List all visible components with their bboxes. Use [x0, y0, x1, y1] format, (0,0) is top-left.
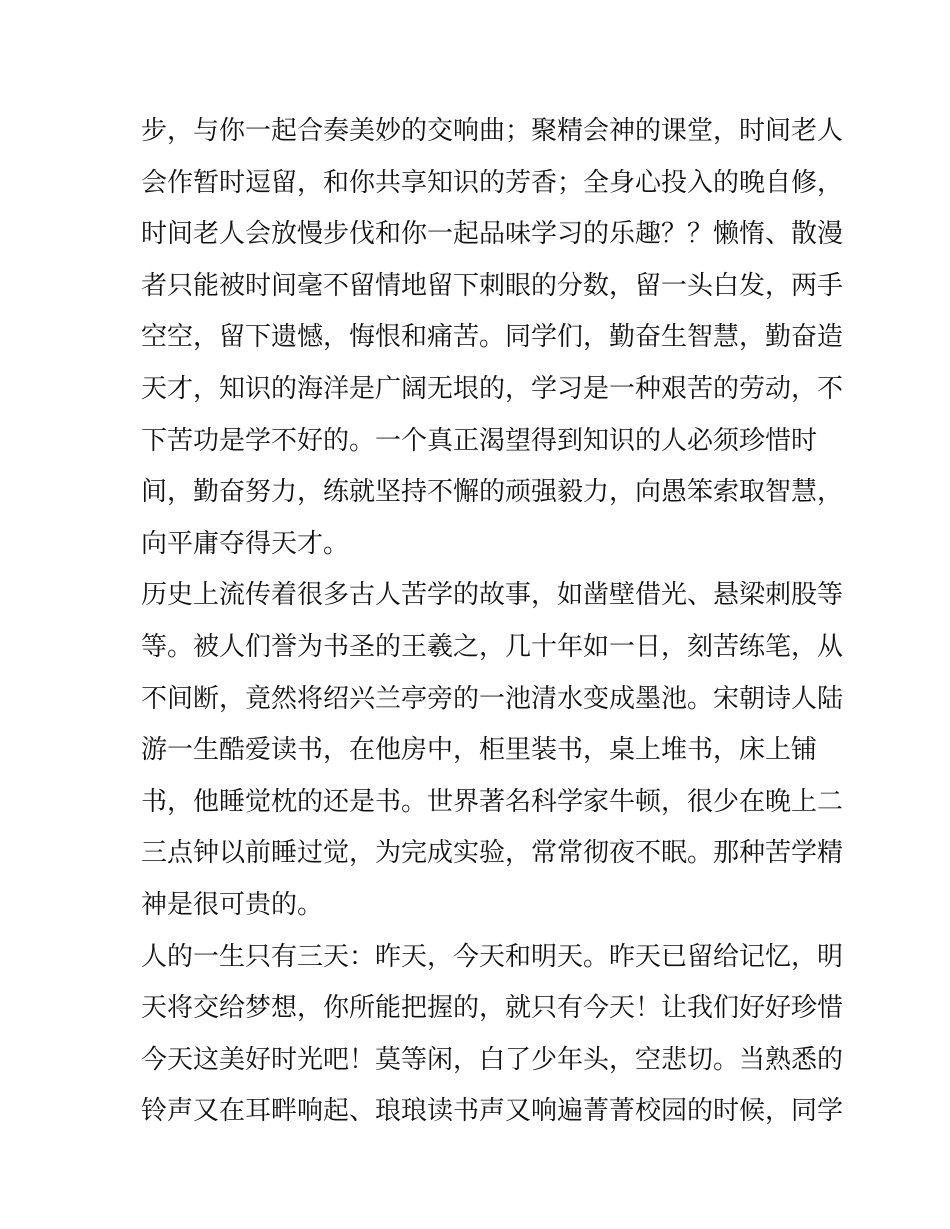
text-line: 会作暂时逗留，和你共享知识的芳香；全身心投入的晚自修， [141, 167, 844, 198]
text-line: 等。被人们誉为书圣的王羲之，几十年如一日，刻苦练笔，从 [141, 631, 844, 662]
text-line: 天将交给梦想，你所能把握的，就只有今天！让我们好好珍惜 [141, 993, 844, 1024]
text-line: 天才，知识的海洋是广阔无垠的，学习是一种艰苦的劳动，不 [141, 373, 844, 404]
text-line: 向平庸夺得天才。 [141, 528, 350, 559]
text-line: 者只能被时间毫不留情地留下刺眼的分数，留一头白发，两手 [141, 270, 844, 301]
text-line: 不间断，竟然将绍兴兰亭旁的一池清水变成墨池。宋朝诗人陆 [141, 683, 844, 714]
text-line: 游一生酷爱读书，在他房中，柜里装书，桌上堆书，床上铺 [141, 735, 818, 766]
text-line: 历史上流传着很多古人苦学的故事，如凿壁借光、悬梁刺股等 [141, 580, 844, 611]
document-body [141, 106, 844, 1138]
text-line: 三点钟以前睡过觉，为完成实验，常常彻夜不眠。那种苦学精 [141, 838, 844, 869]
text-line: 神是很可贵的。 [141, 889, 324, 920]
text-line: 书，他睡觉枕的还是书。世界著名科学家牛顿，很少在晚上二 [141, 786, 844, 817]
text-line: 时间老人会放慢步伐和你一起品味学习的乐趣？？懒惰、散漫 [141, 219, 844, 250]
text-line: 间，勤奋努力，练就坚持不懈的顽强毅力，向愚笨索取智慧， [141, 477, 844, 508]
text-line: 今天这美好时光吧！莫等闲，白了少年头，空悲切。当熟悉的 [141, 1044, 844, 1075]
text-line: 空空，留下遗憾，悔恨和痛苦。同学们，勤奋生智慧，勤奋造 [141, 322, 844, 353]
text-line: 铃声又在耳畔响起、琅琅读书声又响遍菁菁校园的时候，同学 [141, 1096, 844, 1127]
text-line: 人的一生只有三天：昨天，今天和明天。昨天已留给记忆，明 [141, 941, 844, 972]
text-line: 步，与你一起合奏美妙的交响曲；聚精会神的课堂，时间老人 [141, 116, 844, 146]
text-line: 下苦功是学不好的。一个真正渴望得到知识的人必须珍惜时 [141, 425, 818, 456]
